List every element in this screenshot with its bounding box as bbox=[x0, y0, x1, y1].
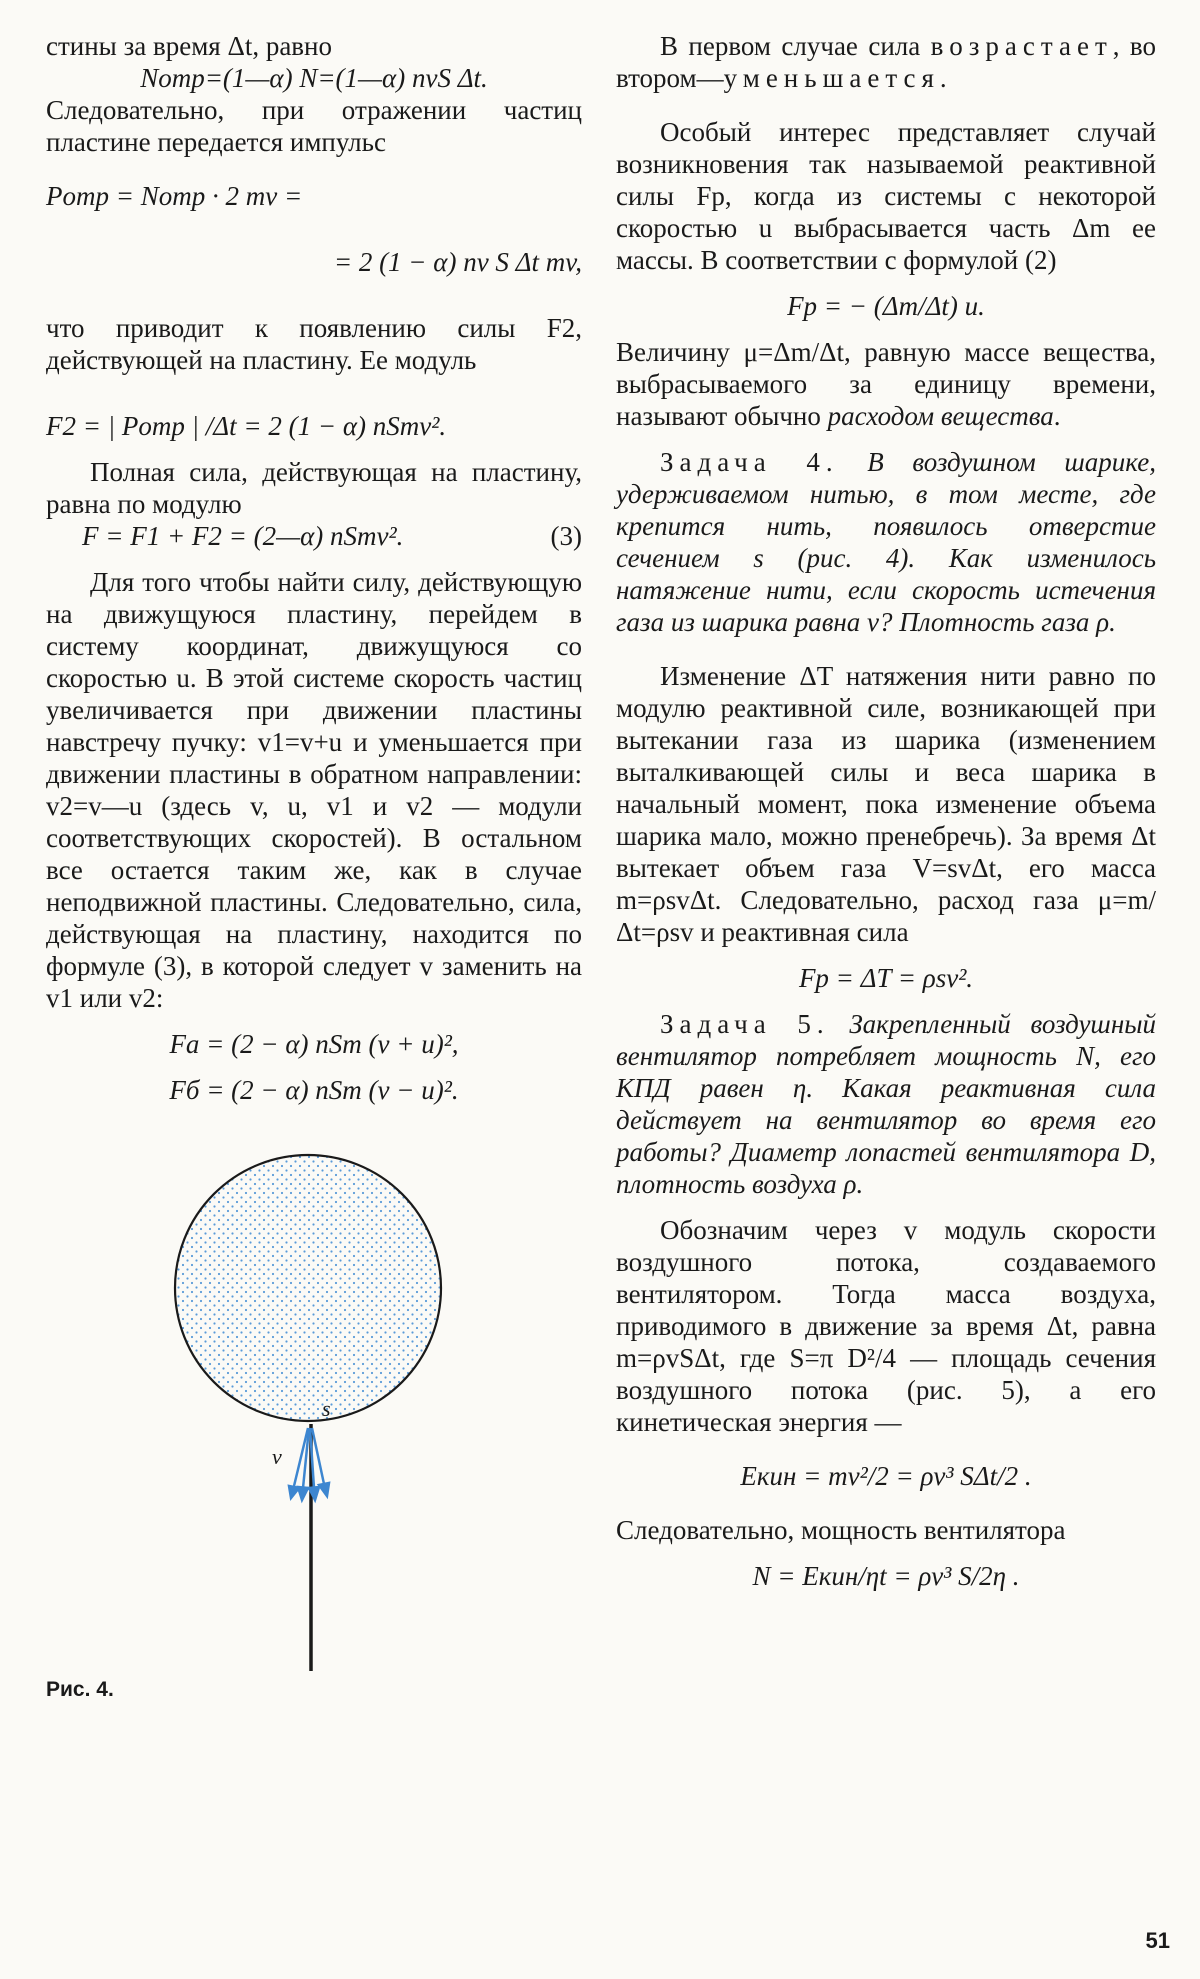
right-paragraph-3 bbox=[616, 336, 1156, 432]
right-column bbox=[616, 30, 1156, 1592]
figure-balloon bbox=[46, 1146, 582, 1706]
right-p3-text-c: . bbox=[1053, 401, 1061, 431]
task-5-text: Закрепленный воздушный вентилятор потребляет мощность N, его КПД равен η. Какая реактивная сила действует на вентилятор во время его работы? Диаметр лопастей вентилятора D, плотность воздуха ρ. bbox=[616, 1009, 1156, 1199]
right-p1-text-e: . bbox=[939, 63, 947, 93]
label-s: s bbox=[322, 1396, 331, 1421]
task-4-text: В воздушном шарике, удерживаемом нитью, в том месте, где крепится нить, появилось отверстие сечением s (рис. 4). Как изменилось натяжение нити, если скорость истечения газа из шарика равна v? Плотность газа ρ. bbox=[616, 447, 1156, 637]
formula-tension-change: Fр = ΔT = ρsv². bbox=[798, 963, 974, 993]
label-v: v bbox=[272, 1444, 282, 1469]
right-p1-text-a: В первом случае сила bbox=[660, 31, 931, 61]
term-mass-flow: расходом вещества bbox=[827, 401, 1054, 431]
left-paragraph-3: что приводит к появлению силы F2, действующей на пластину. Ее модуль bbox=[46, 313, 582, 375]
balloon-illustration bbox=[46, 1146, 582, 1706]
right-paragraph-5: Обозначим через v модуль скорости воздушного потока, создаваемого вентилятором. Тогда масса воздуха, приводимого в движение за время Δt, равна m=ρvSΔt, где S=π D²/4 — площадь сечения воздушного потока (рис. 5), а его кинетическая энергия — bbox=[616, 1215, 1156, 1437]
formula-total-force bbox=[46, 520, 582, 552]
right-paragraph-4: Изменение ΔT натяжения нити равно по модулю реактивной силе, возникающей при вытекании газа из шарика (изменением выталкивающей силы и веса шарика в начальный момент, пока изменение объема шарика мало, можно пренебречь). За время Δt вытекает объем газа V=svΔt, его масса m=ρsvΔt. Следовательно, расход газа μ=m/Δt=ρsv и реактивная сила bbox=[616, 661, 1156, 947]
formula-force-a: Fa = (2 − α) nSm (v + u)², bbox=[169, 1029, 459, 1059]
formula-momentum-a: Pотр = Nотр · 2 mv = bbox=[46, 181, 303, 211]
task-5 bbox=[616, 1008, 1156, 1200]
formula-force-b: Fб = (2 − α) nSm (v − u)². bbox=[169, 1075, 459, 1105]
formula-momentum-b: = 2 (1 − α) nv S Δt mv, bbox=[333, 247, 582, 277]
left-paragraph-1: стины за время Δt, равно bbox=[46, 31, 333, 61]
balloon-body bbox=[175, 1155, 441, 1421]
word-increases: возрастает bbox=[930, 31, 1113, 61]
formula-n-reflected: Nотр=(1—α) N=(1—α) nvS Δt. bbox=[140, 63, 488, 93]
task-4-label: Задача 4. bbox=[660, 447, 839, 477]
right-p3-text-a: Величину μ=Δm/Δt, равную массе вещества, выбрасываемого за единицу времени, называют обычно bbox=[616, 337, 1156, 431]
right-p1-text-c: , во втором— bbox=[616, 31, 1156, 93]
left-paragraph-2: Следовательно, при отражении частиц пластине передается импульс bbox=[46, 95, 582, 157]
right-paragraph-2: Особый интерес представляет случай возникновения так называемой реактивной силы Fр, когда из системы с некоторой скоростью u выбрасывается часть Δm ее массы. В соответствии с формулой (2) bbox=[616, 117, 1156, 275]
task-4 bbox=[616, 446, 1156, 638]
word-decreases: уменьшается bbox=[723, 63, 940, 93]
task-5-label: Задача 5. bbox=[660, 1009, 830, 1039]
formula-total-force-expr: F = F1 + F2 = (2—α) nSmv². bbox=[82, 521, 404, 551]
formula-number-3: (3) bbox=[550, 521, 582, 551]
right-paragraph-1 bbox=[616, 30, 1156, 94]
right-paragraph-6: Следовательно, мощность вентилятора bbox=[616, 1515, 1066, 1545]
page-number: 51 bbox=[1145, 1928, 1170, 1953]
left-paragraph-5: Для того чтобы найти силу, действующую на движущуюся пластину, перейдем в систему координат, движущуюся со скоростью u. В этой системе скорость частиц увеличивается при движении пластины навстречу пучку: v1=v+u и уменьшается при движении пластины в обратном направлении: v2=v—u (здесь v, u, v1 и v2 — модули соответствующих скоростей). В остальном все остается таким же, как в случае неподвижной пластины. Следовательно, сила, действующая на пластину, находится по формуле (3), в которой следует v заменить на v1 или v2: bbox=[46, 567, 582, 1013]
formula-force-f2: F2 = | Pотр | /Δt = 2 (1 − α) nSmv². bbox=[46, 411, 447, 441]
gas-flow-arrows bbox=[289, 1428, 329, 1500]
formula-reactive-force: Fр = − (Δm/Δt) u. bbox=[787, 291, 985, 321]
figure-caption: Рис. 4. bbox=[46, 1678, 114, 1701]
formula-power: N = Eкин/ηt = ρv³ S/2η . bbox=[752, 1561, 1020, 1591]
formula-kinetic-energy: Eкин = mv²/2 = ρv³ SΔt/2 . bbox=[740, 1461, 1032, 1491]
left-column bbox=[46, 30, 582, 1706]
left-paragraph-4: Полная сила, действующая на пластину, равна по модулю bbox=[46, 457, 582, 519]
